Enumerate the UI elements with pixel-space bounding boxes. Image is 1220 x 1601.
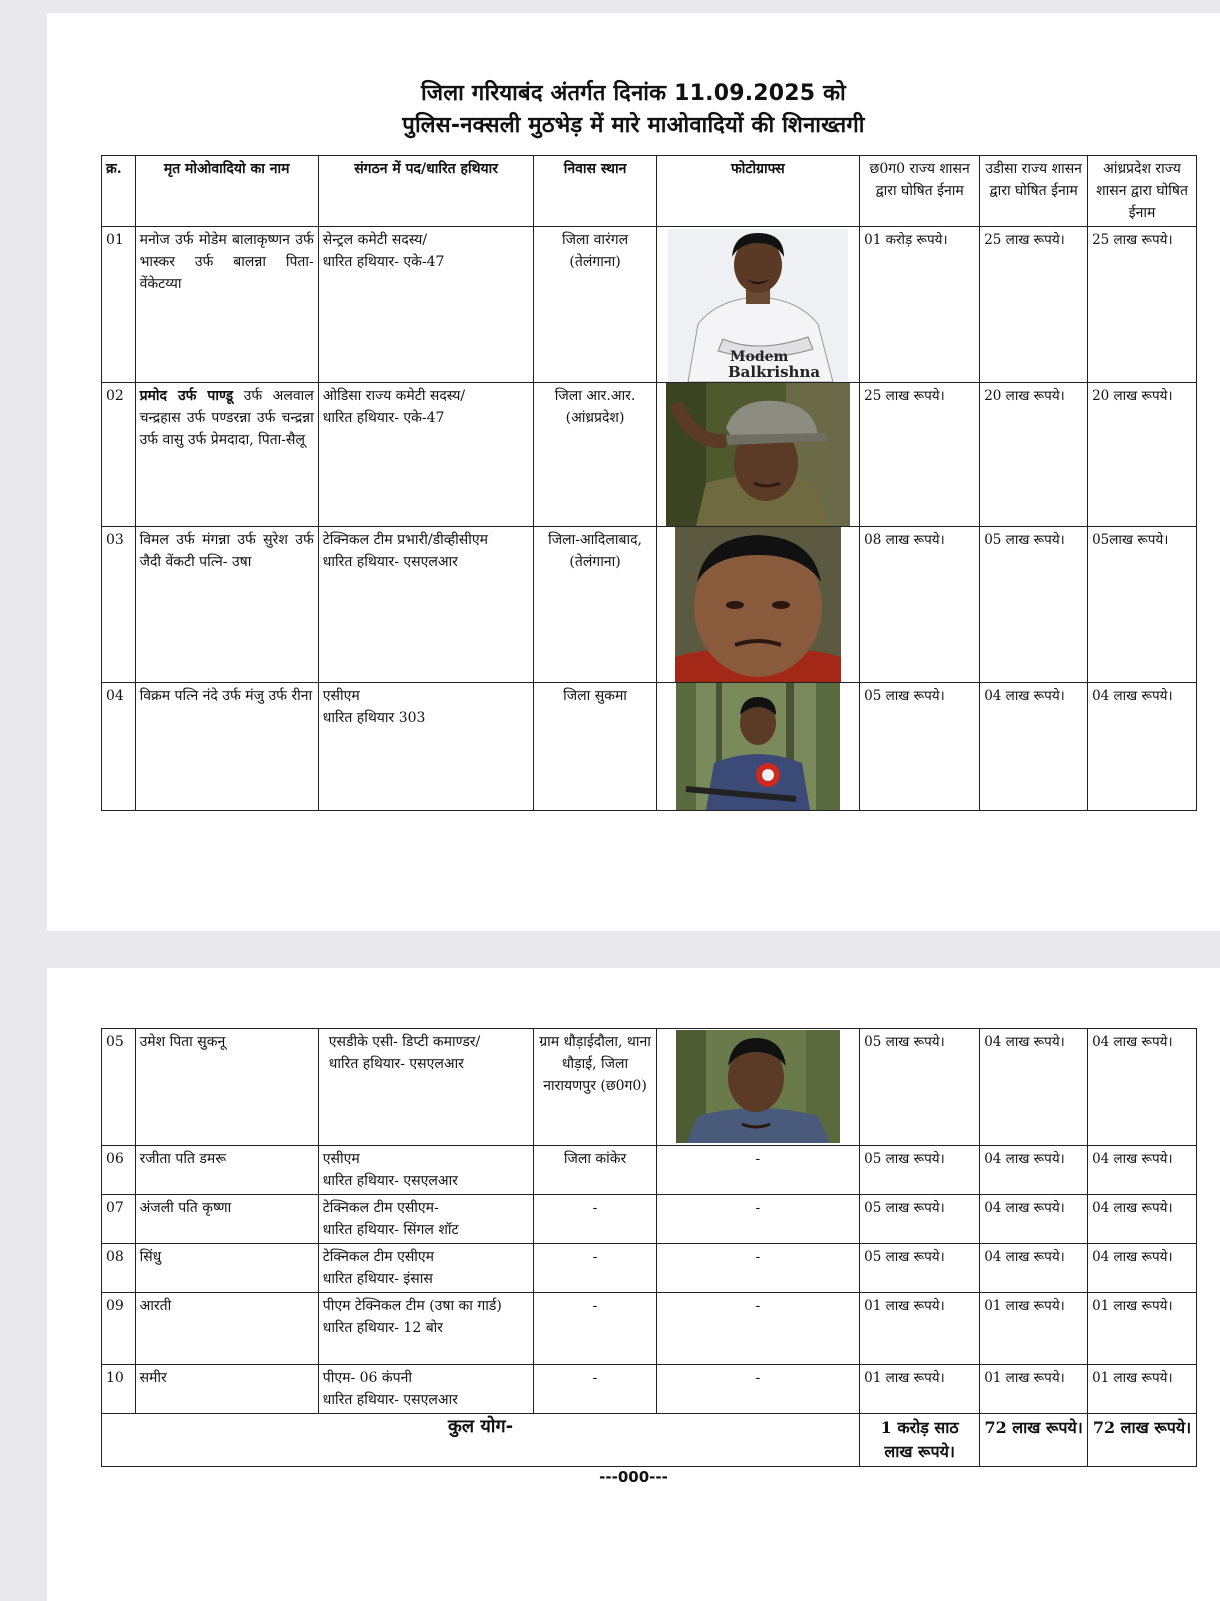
- header-cg-reward: छ0ग0 राज्य शासन द्वारा घोषित ईनाम: [860, 156, 980, 227]
- row-residence: जिला कांकेर: [534, 1146, 656, 1195]
- total-ap-reward: 72 लाख रूपये।: [1088, 1414, 1197, 1467]
- row-cg-reward: 25 लाख रूपये।: [860, 383, 980, 527]
- row-odisha-reward: 04 लाख रूपये।: [980, 1244, 1088, 1293]
- row-post: [318, 1029, 534, 1146]
- title-line-2: पुलिस-नक्सली मुठभेड़ में मारे माओवादियों की शिनाख्तगी: [402, 113, 865, 138]
- row-sno: 04: [102, 683, 136, 811]
- header-post: संगठन में पद/धारित हथियार: [318, 156, 534, 227]
- row-ap-reward: 01 लाख रूपये।: [1088, 1293, 1197, 1365]
- row-post: [318, 1244, 534, 1293]
- row-residence: जिला वारंगल (तेलंगाना): [534, 227, 656, 383]
- row-odisha-reward: 04 लाख रूपये।: [980, 1195, 1088, 1244]
- row-photo: [656, 683, 860, 811]
- header-odisha-reward: उडीसा राज्य शासन द्वारा घोषित ईनाम: [980, 156, 1088, 227]
- row-name: विक्रम पत्नि नंदे उर्फ मंजु उर्फ रीना: [135, 683, 318, 811]
- post-line: टेक्निकल टीम एसीएम-: [322, 1200, 439, 1216]
- row-odisha-reward: 01 लाख रूपये।: [980, 1365, 1088, 1414]
- table-row: [102, 383, 1197, 527]
- weapon-line: धारित हथियार- एसएलआर: [322, 554, 458, 570]
- header-name: मृत मोओवादियो का नाम: [135, 156, 318, 227]
- post-line: ओडिसा राज्य कमेटी सदस्य/: [322, 388, 466, 404]
- table-row: [102, 1293, 1197, 1365]
- weapon-line: धारित हथियार- 12 बोर: [322, 1320, 444, 1336]
- table-row: [102, 1244, 1197, 1293]
- row-ap-reward: 25 लाख रूपये।: [1088, 227, 1197, 383]
- table-row: [102, 1195, 1197, 1244]
- row-sno: 07: [102, 1195, 136, 1244]
- row-photo: [656, 527, 860, 683]
- table-header-row: [102, 156, 1197, 227]
- row-residence: जिला-आदिलाबाद, (तेलंगाना): [534, 527, 656, 683]
- post-line: एसीएम: [322, 688, 360, 704]
- weapon-line: धारित हथियार- इंसास: [322, 1271, 433, 1287]
- row-sno: 03: [102, 527, 136, 683]
- row-odisha-reward: 25 लाख रूपये।: [980, 227, 1088, 383]
- row-photo: -: [656, 1146, 860, 1195]
- row-residence: जिला आर.आर. (आंध्रप्रदेश): [534, 383, 656, 527]
- header-photos: फोटोग्राफ्स: [656, 156, 860, 227]
- table-row: [102, 683, 1197, 811]
- row-odisha-reward: 04 लाख रूपये।: [980, 1146, 1088, 1195]
- table-row: [102, 1146, 1197, 1195]
- portrait-photo-4: [676, 683, 840, 810]
- document-page-1: [47, 13, 1220, 931]
- row-name: [135, 383, 318, 527]
- row-photo: [656, 227, 860, 383]
- row-ap-reward: 05लाख रूपये।: [1088, 527, 1197, 683]
- weapon-line: धारित हथियार- सिंगल शॉट: [322, 1222, 459, 1238]
- row-ap-reward: 04 लाख रूपये।: [1088, 683, 1197, 811]
- row-residence: ग्राम धौड़ाईदौला, थाना धौड़ाई, जिला नारायणपुर (छ0ग0): [534, 1029, 656, 1146]
- table-row: [102, 527, 1197, 683]
- weapon-line: धारित हथियार- एके-47: [322, 410, 445, 426]
- row-sno: 02: [102, 383, 136, 527]
- row-ap-reward: 04 लाख रूपये।: [1088, 1029, 1197, 1146]
- weapon-line: धारित हथियार- एसएलआर: [328, 1056, 464, 1072]
- post-line: पीएम- 06 कंपनी: [322, 1370, 412, 1386]
- row-post: [318, 227, 534, 383]
- weapon-line: धारित हथियार- एसएलआर: [322, 1173, 458, 1189]
- photo-caption-1: Modem: [729, 349, 789, 365]
- row-residence: -: [534, 1365, 656, 1414]
- row-name: रजीता पति डमरू: [135, 1146, 318, 1195]
- row-name: अंजली पति कृष्णा: [135, 1195, 318, 1244]
- row-post: [318, 527, 534, 683]
- portrait-photo-3: [675, 527, 841, 682]
- row-residence: -: [534, 1244, 656, 1293]
- row-cg-reward: 01 लाख रूपये।: [860, 1293, 980, 1365]
- row-residence: -: [534, 1195, 656, 1244]
- row-odisha-reward: 04 लाख रूपये।: [980, 1029, 1088, 1146]
- name-bold: प्रमोद उर्फ पाण्डू: [139, 388, 234, 404]
- row-ap-reward: 04 लाख रूपये।: [1088, 1244, 1197, 1293]
- row-post: [318, 383, 534, 527]
- portrait-photo-2: [666, 383, 850, 526]
- post-line: एसीएम: [322, 1151, 360, 1167]
- table-row: [102, 1365, 1197, 1414]
- row-name: आरती: [135, 1293, 318, 1365]
- row-photo: -: [656, 1293, 860, 1365]
- total-label: कुल योग-: [102, 1414, 860, 1467]
- row-sno: 05: [102, 1029, 136, 1146]
- table-row: [102, 1029, 1197, 1146]
- post-line: सेन्ट्रल कमेटी सदस्य/: [322, 232, 428, 248]
- photo-caption-2: Balkrishna: [727, 363, 820, 381]
- post-line: टेक्निकल टीम प्रभारी/डीव्हीसीएम: [322, 532, 489, 548]
- row-sno: 06: [102, 1146, 136, 1195]
- portrait-photo-5: [676, 1030, 840, 1143]
- total-cg-reward: 1 करोड़ साठ लाख रूपये।: [860, 1414, 980, 1467]
- row-cg-reward: 05 लाख रूपये।: [860, 683, 980, 811]
- header-sno: क्र.: [102, 156, 136, 227]
- row-cg-reward: 05 लाख रूपये।: [860, 1029, 980, 1146]
- row-sno: 08: [102, 1244, 136, 1293]
- row-residence: जिला सुकमा: [534, 683, 656, 811]
- row-odisha-reward: 01 लाख रूपये।: [980, 1293, 1088, 1365]
- row-ap-reward: 20 लाख रूपये।: [1088, 383, 1197, 527]
- weapon-line: धारित हथियार 303: [322, 710, 426, 726]
- post-line: एसडीके एसी- डिप्टी कमाण्डर/: [328, 1034, 481, 1050]
- row-odisha-reward: 05 लाख रूपये।: [980, 527, 1088, 683]
- row-cg-reward: 01 लाख रूपये।: [860, 1365, 980, 1414]
- row-ap-reward: 01 लाख रूपये।: [1088, 1365, 1197, 1414]
- row-cg-reward: 05 लाख रूपये।: [860, 1146, 980, 1195]
- row-sno: 10: [102, 1365, 136, 1414]
- weapon-line: धारित हथियार- एके-47: [322, 254, 445, 270]
- row-residence: -: [534, 1293, 656, 1365]
- row-name: समीर: [135, 1365, 318, 1414]
- weapon-line: धारित हथियार- एसएलआर: [322, 1392, 458, 1408]
- row-cg-reward: 05 लाख रूपये।: [860, 1244, 980, 1293]
- row-ap-reward: 04 लाख रूपये।: [1088, 1195, 1197, 1244]
- title-line-1: जिला गरियाबंद अंतर्गत दिनांक 11.09.2025 को: [421, 81, 846, 106]
- row-post: [318, 683, 534, 811]
- row-photo: -: [656, 1365, 860, 1414]
- row-odisha-reward: 04 लाख रूपये।: [980, 683, 1088, 811]
- row-photo: -: [656, 1195, 860, 1244]
- document-end-mark: ---000---: [599, 1468, 668, 1486]
- total-row: [102, 1414, 1197, 1467]
- row-photo: [656, 1029, 860, 1146]
- name-rest: उर्फ अलवाल चन्द्रहास उर्फ पण्डरन्ना उर्फ चन्द्रन्ना उर्फ वासु उर्फ प्रेमदादा, पिता-सैलू: [139, 388, 314, 448]
- table-row: [102, 227, 1197, 383]
- header-ap-reward: आंध्रप्रदेश राज्य शासन द्वारा घोषित ईनाम: [1088, 156, 1197, 227]
- row-name: सिंधु: [135, 1244, 318, 1293]
- post-line: पीएम टेक्निकल टीम (उषा का गार्ड): [322, 1298, 502, 1314]
- post-line: टेक्निकल टीम एसीएम: [322, 1249, 435, 1265]
- row-ap-reward: 04 लाख रूपये।: [1088, 1146, 1197, 1195]
- row-cg-reward: 08 लाख रूपये।: [860, 527, 980, 683]
- portrait-photo-1: [668, 229, 848, 382]
- row-name: उमेश पिता सुकनू: [135, 1029, 318, 1146]
- row-photo: [656, 383, 860, 527]
- header-residence: निवास स्थान: [534, 156, 656, 227]
- document-page-2: [47, 968, 1220, 1601]
- row-post: [318, 1195, 534, 1244]
- row-cg-reward: 01 करोड़ रूपये।: [860, 227, 980, 383]
- row-post: [318, 1365, 534, 1414]
- row-sno: 09: [102, 1293, 136, 1365]
- row-sno: 01: [102, 227, 136, 383]
- row-post: [318, 1293, 534, 1365]
- row-name: विमल उर्फ मंगन्ना उर्फ सुरेश उर्फ जैदी वेंकटी पत्नि- उषा: [135, 527, 318, 683]
- total-odisha-reward: 72 लाख रूपये।: [980, 1414, 1088, 1467]
- identification-table: [101, 155, 1197, 811]
- row-name: मनोज उर्फ मोडेम बालाकृष्णन उर्फ भास्कर उर्फ बालन्ना पिता- वेंकेटय्या: [135, 227, 318, 383]
- identification-table-continued: [101, 1028, 1197, 1467]
- row-cg-reward: 05 लाख रूपये।: [860, 1195, 980, 1244]
- row-photo: -: [656, 1244, 860, 1293]
- row-odisha-reward: 20 लाख रूपये।: [980, 383, 1088, 527]
- row-post: [318, 1146, 534, 1195]
